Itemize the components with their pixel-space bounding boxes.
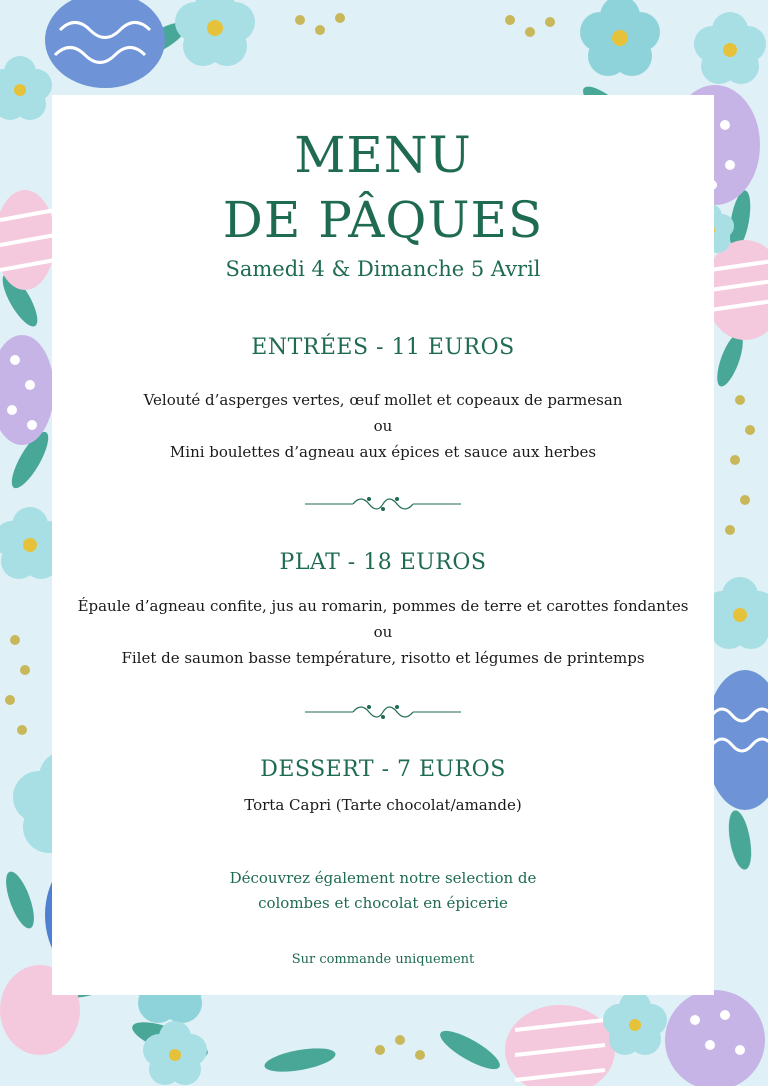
menu-card xyxy=(52,95,714,995)
shop-note-line-1: Découvrez également notre selection de xyxy=(229,869,537,887)
flourish-divider xyxy=(303,701,463,723)
order-only-footnote: Sur commande uniquement xyxy=(291,952,475,967)
or-separator: ou xyxy=(373,623,393,641)
shop-note-line-2: colombes et chocolat en épicerie xyxy=(258,894,508,912)
or-separator: ou xyxy=(373,417,393,435)
mains-heading: PLAT - 18 EUROS xyxy=(279,550,487,575)
menu-title: MENU xyxy=(294,126,472,184)
menu-dates: Samedi 4 & Dimanche 5 Avril xyxy=(225,257,541,281)
menu-title-subject: DE PÂQUES xyxy=(222,191,544,249)
main-option-1: Épaule d’agneau confite, jus au romarin, pommes de terre et carottes fondantes xyxy=(77,597,689,615)
dessert-option-1: Torta Capri (Tarte chocolat/amande) xyxy=(244,796,522,814)
main-option-2: Filet de saumon basse température, risotto et légumes de printemps xyxy=(121,649,645,667)
flourish-divider xyxy=(303,493,463,515)
starter-option-1: Velouté d’asperges vertes, œuf mollet et copeaux de parmesan xyxy=(143,391,623,409)
dessert-heading: DESSERT - 7 EUROS xyxy=(260,757,506,782)
starter-option-2: Mini boulettes d’agneau aux épices et sauce aux herbes xyxy=(169,443,597,461)
starters-heading: ENTRÉES - 11 EUROS xyxy=(251,335,515,360)
